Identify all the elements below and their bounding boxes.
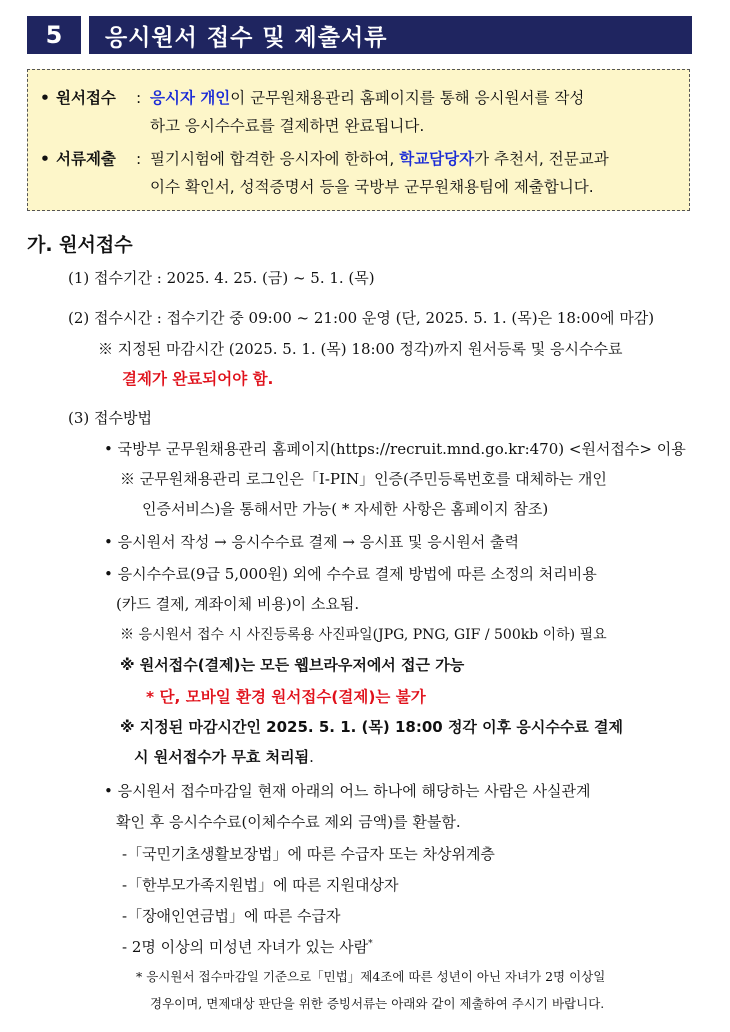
summary-text: 필기시험에 합격한 응시자에 한하여, 학교담당자가 추천서, 전문교과 이수 확인서, 성적증명서 등을 국방부 군무원채용팀에 제출합니다. (150, 150, 609, 196)
note-deadline-emphasis: 결제가 완료되어야 함. (122, 370, 274, 388)
summary-box (27, 69, 690, 211)
colon: : (136, 89, 142, 107)
refund-criteria: - 2명 이상의 미성년 자녀가 있는 사람* (122, 938, 373, 956)
subsection-heading: 가. 원서접수 (27, 234, 133, 256)
section-number: 5 (27, 16, 81, 54)
footnote-marker: * (368, 939, 373, 949)
refund-criteria: -「장애인연금법」에 따른 수급자 (122, 907, 341, 925)
bullet: • (40, 150, 50, 168)
note-late-payment: ※ 지정된 마감시간인 2025. 5. 1. (목) 18:00 정각 이후 응시수수료 결제 (120, 718, 624, 736)
summary-label: 원서접수 (56, 89, 116, 107)
bullet: • (40, 89, 50, 107)
note-late-payment-continued: 시 원서접수가 무효 처리됨. (134, 748, 314, 766)
section-title: 응시원서 접수 및 제출서류 (89, 16, 692, 54)
note-deadline: ※ 지정된 마감시간 (2025. 5. 1. (목) 18:00 정각)까지 원서등록 및 응시수수료 (98, 340, 623, 358)
summary-label: 서류제출 (56, 150, 116, 168)
summary-item-documents (40, 145, 677, 201)
colon: : (136, 150, 142, 168)
footnote-continued: 경우이며, 면제대상 판단을 위한 증빙서류는 아래와 같이 제출하여 주시기 바랍니다. (150, 996, 605, 1011)
reception-hours: (2) 접수시간 : 접수기간 중 09:00 ~ 21:00 운영 (단, 2025. 5. 1. (목)은 18:00에 마감) (68, 309, 655, 327)
note-photo: ※ 응시원서 접수 시 사진등록용 사진파일(JPG, PNG, GIF / 500kb 이하) 필요 (120, 627, 607, 643)
list-item-continued: (카드 결제, 계좌이체 비용)이 소요됨. (116, 595, 360, 613)
list-item-continued: 확인 후 응시수수료(이체수수료 제외 금액)를 환불함. (116, 813, 461, 831)
refund-criteria: -「국민기초생활보장법」에 따른 수급자 또는 차상위계층 (122, 845, 495, 863)
list-item: • 응시원서 접수마감일 현재 아래의 어느 하나에 해당하는 사람은 사실관계 (104, 782, 591, 800)
note-browser: ※ 원서접수(결제)는 모든 웹브라우저에서 접근 가능 (120, 656, 465, 674)
note-mobile: * 단, 모바일 환경 원서접수(결제)는 불가 (146, 688, 426, 706)
list-item: • 응시수수료(9급 5,000원) 외에 수수료 결제 방법에 따른 소정의 처리비용 (104, 565, 597, 583)
list-item: • 국방부 군무원채용관리 홈페이지(https://recruit.mnd.go.kr:470) <원서접수> 이용 (104, 440, 686, 458)
note: ※ 군무원채용관리 로그인은「I-PIN」인증(주민등록번호를 대체하는 개인 (120, 470, 607, 488)
list-item: • 응시원서 작성 → 응시수수료 결제 → 응시표 및 응시원서 출력 (104, 533, 519, 551)
reception-period: (1) 접수기간 : 2025. 4. 25. (금) ~ 5. 1. (목) (68, 269, 375, 287)
highlight-text: 응시자 개인 (150, 89, 231, 107)
section-header (27, 16, 692, 54)
footnote: * 응시원서 접수마감일 기준으로「민법」제4조에 따른 성년이 아닌 자녀가 2명 이상일 (136, 969, 606, 984)
note-continued: 인증서비스)을 통해서만 가능( * 자세한 사항은 홈페이지 참조) (142, 500, 549, 518)
highlight-text: 학교담당자 (399, 150, 475, 168)
reception-method: (3) 접수방법 (68, 409, 152, 427)
refund-criteria: -「한부모가족지원법」에 따른 지원대상자 (122, 876, 399, 894)
summary-text: 응시자 개인이 군무원채용관리 홈페이지를 통해 응시원서를 작성 하고 응시수수료를 결제하면 완료됩니다. (150, 89, 585, 135)
summary-item-application (40, 84, 677, 140)
